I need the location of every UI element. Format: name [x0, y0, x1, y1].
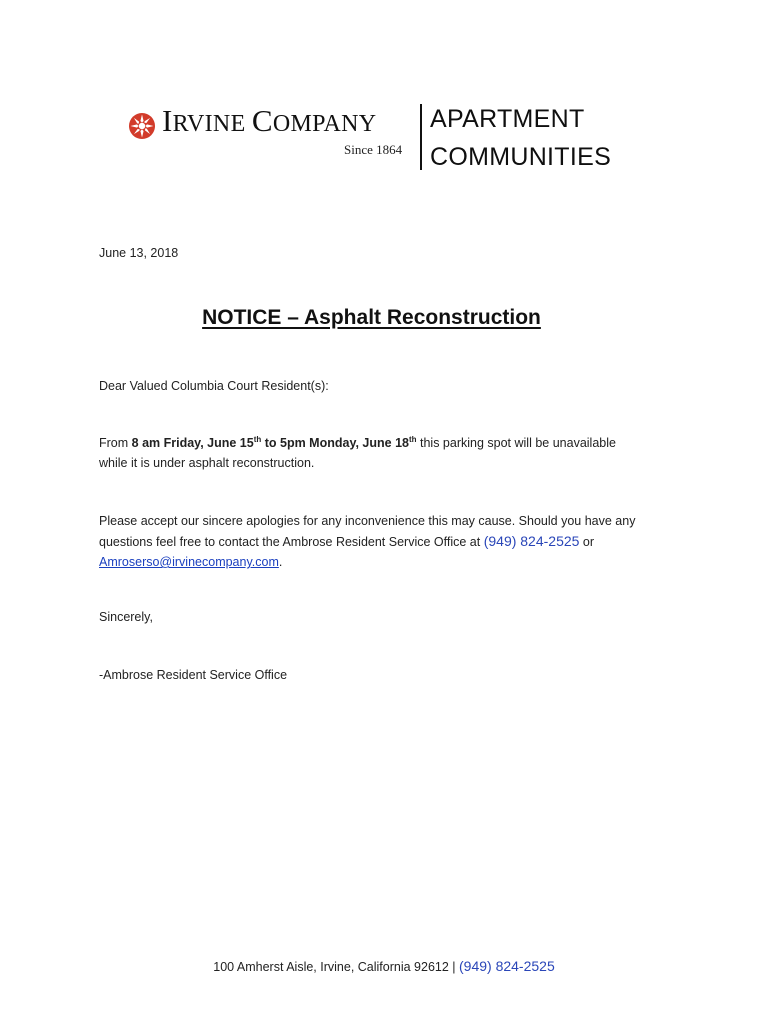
- footer-address: 100 Amherst Aisle, Irvine, California 92612: [213, 960, 449, 974]
- contact-email-link[interactable]: Amroserso@irvinecompany.com: [99, 555, 279, 569]
- end-time: 5pm Monday, June 18th: [280, 435, 417, 450]
- paragraph-schedule-line-1: From 8 am Friday, June 15th to 5pm Monday, June 18th this parking spot will be unavailable: [99, 435, 616, 450]
- footer: [0, 958, 768, 974]
- contact-phone-link[interactable]: (949) 824-2525: [483, 533, 580, 549]
- division-title: [430, 100, 611, 176]
- salutation: Dear Valued Columbia Court Resident(s):: [99, 379, 329, 393]
- paragraph-schedule-line-2: while it is under asphalt reconstruction.: [99, 456, 315, 470]
- division-line-2: COMMUNITIES: [430, 143, 612, 171]
- start-time: 8 am Friday, June 15th: [131, 435, 262, 450]
- notice-title: [0, 306, 743, 330]
- company-since: Since 1864: [344, 142, 403, 157]
- paragraph-contact-line-1: Please accept our sincere apologies for any inconvenience this may cause. Should you have any: [99, 514, 636, 528]
- logo-divider: [420, 104, 422, 170]
- footer-phone-link[interactable]: (949) 824-2525: [459, 958, 555, 974]
- seal-icon: [128, 112, 156, 140]
- closing: Sincerely,: [99, 610, 153, 624]
- notice-title-text: NOTICE – Asphalt Reconstruction: [202, 306, 541, 329]
- paragraph-contact-line-2: questions feel free to contact the Ambrose Resident Service Office at (949) 824-2525 or: [99, 533, 595, 549]
- paragraph-schedule: [99, 433, 616, 473]
- signature: -Ambrose Resident Service Office: [99, 668, 288, 682]
- division-line-1: APARTMENT: [430, 105, 585, 133]
- paragraph-contact: [99, 511, 635, 572]
- letter-date: June 13, 2018: [99, 246, 179, 260]
- company-logo: [126, 92, 416, 162]
- paragraph-contact-line-3: Amroserso@irvinecompany.com.: [99, 555, 283, 569]
- company-wordmark: IRVINE COMPANY: [162, 103, 377, 138]
- footer-separator: |: [448, 960, 459, 974]
